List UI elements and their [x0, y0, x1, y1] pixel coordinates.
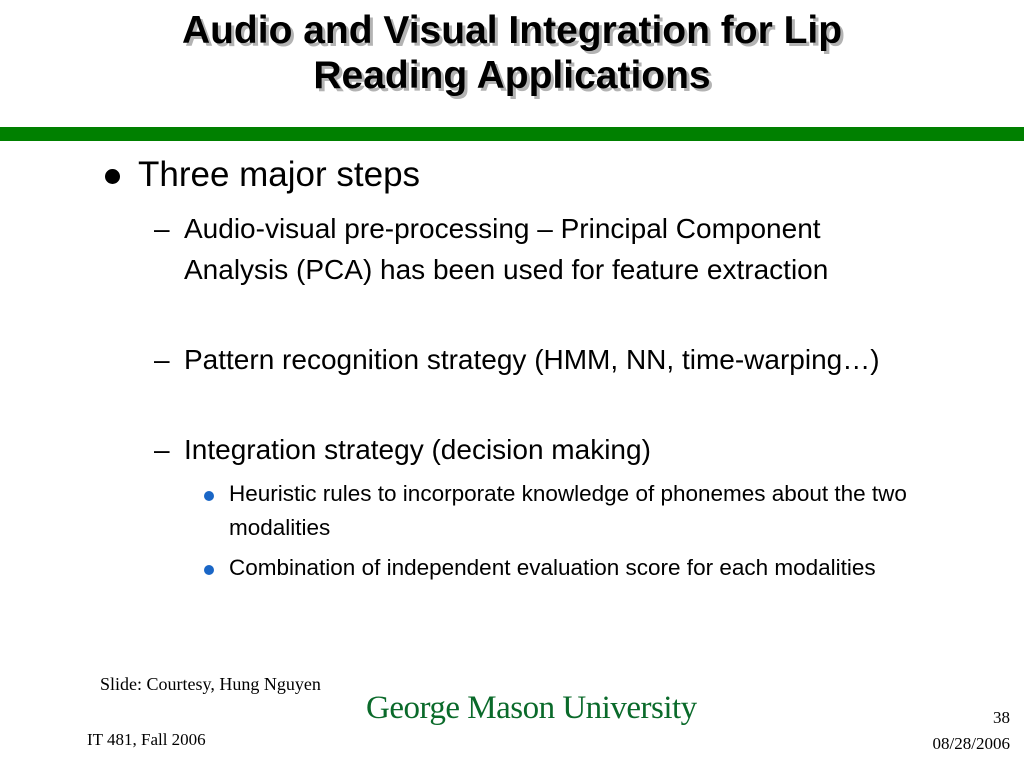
dash-item-3-text: Integration strategy (decision making) [184, 434, 651, 465]
sub-item-1-text: Heuristic rules to incorporate knowledge of phonemes about the two modalities [229, 481, 907, 540]
slide-title [0, 8, 1024, 98]
bullet-main [138, 154, 918, 196]
small-round-bullet-icon [204, 565, 214, 575]
slide-title-line-2: Reading Applications [313, 54, 711, 97]
small-round-bullet-icon [204, 491, 214, 501]
dash-item-1 [154, 208, 904, 290]
dash-item-3 [154, 429, 904, 470]
university-logo: George Mason University [366, 690, 697, 726]
dash-bullet-icon: – [154, 213, 170, 244]
dash-item-2 [154, 339, 904, 380]
bullet-main-text: Three major steps [138, 155, 421, 194]
sub-item-1 [229, 477, 929, 545]
sub-item-2-text: Combination of independent evaluation score for each modalities [229, 555, 876, 580]
dash-item-1-text: Audio-visual pre-processing – Principal Component Analysis (PCA) has been used for feature extraction [184, 213, 829, 285]
courtesy-note: Slide: Courtesy, Hung Nguyen [100, 674, 321, 694]
slide-date: 08/28/2006 [932, 734, 1010, 753]
slide-number: 38 [993, 708, 1010, 727]
dash-item-2-text: Pattern recognition strategy (HMM, NN, time-warping…) [184, 344, 880, 375]
course-label: IT 481, Fall 2006 [87, 730, 206, 749]
sub-item-2 [229, 551, 929, 585]
dash-bullet-icon: – [154, 344, 170, 375]
dash-bullet-icon: – [154, 434, 170, 465]
title-divider-bar [0, 127, 1024, 141]
slide-title-line-1: Audio and Visual Integration for Lip [181, 9, 843, 52]
round-bullet-icon [105, 169, 120, 184]
